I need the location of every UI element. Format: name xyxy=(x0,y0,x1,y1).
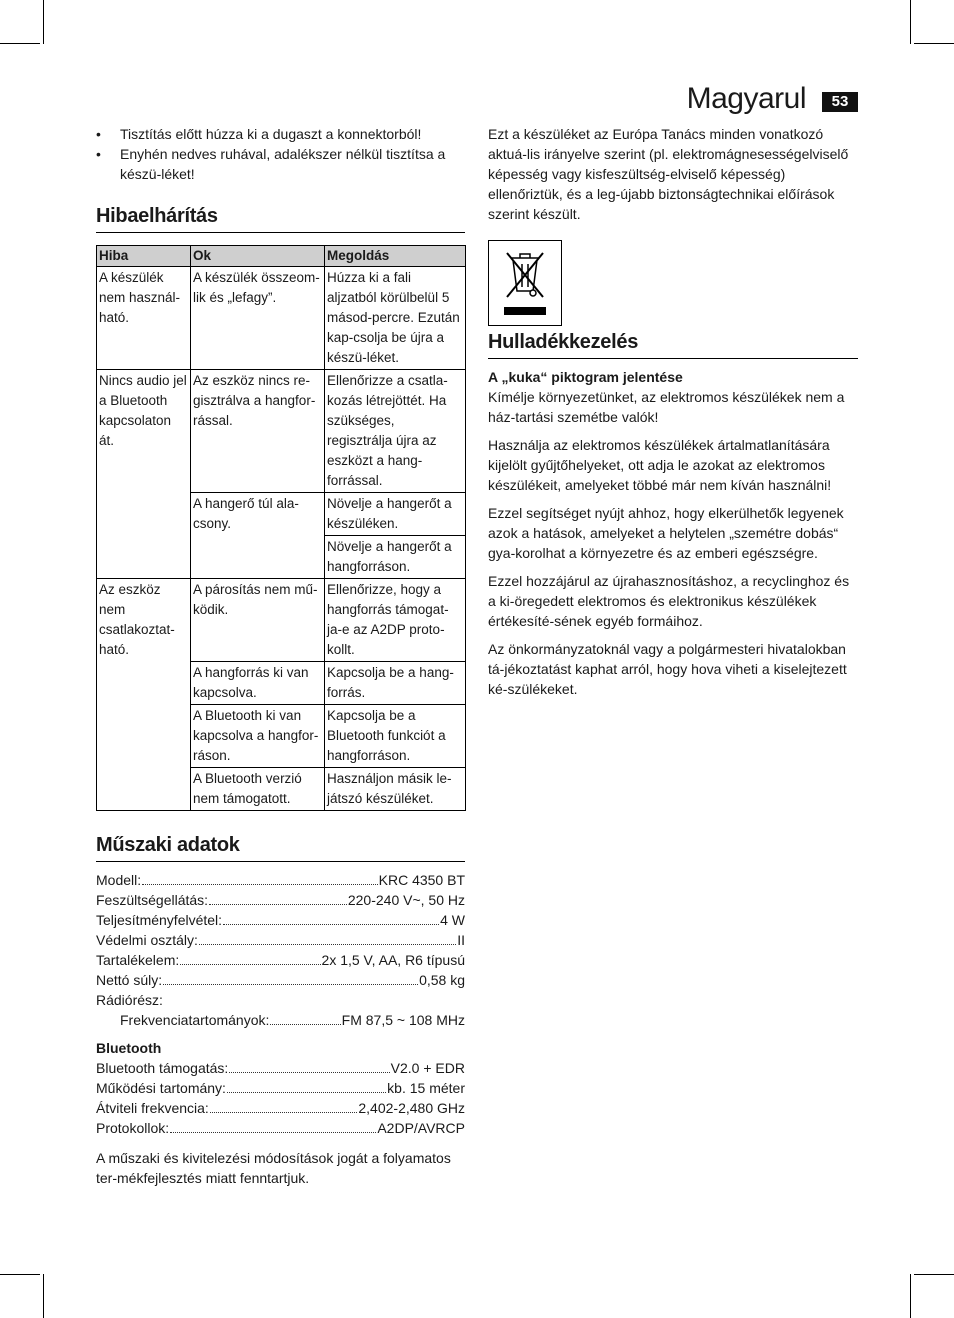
spec-row xyxy=(96,1010,465,1030)
cleaning-list xyxy=(96,124,465,184)
table-row xyxy=(97,267,466,370)
spec-row xyxy=(96,1098,465,1118)
tech-note: A műszaki és kivitelezési módosítások jogát a folyamatos ter-mékfejlesztés miatt fenntartjuk. xyxy=(96,1150,451,1186)
spec-value: 2x 1,5 V, AA, R6 típusú xyxy=(321,952,465,968)
spec-value: 0,58 kg xyxy=(419,972,465,988)
spec-label: Teljesítményfelvétel: xyxy=(96,912,223,928)
spec-row xyxy=(96,1118,465,1138)
spec-value: V2.0 + EDR xyxy=(390,1060,465,1076)
cause-cell: A Bluetooth ki van kapcsolva a hangfor-ráson. xyxy=(191,705,325,768)
spec-label: Tartalékelem: xyxy=(96,952,180,968)
problem-cell: Az eszköz nem csatlakoztat-ható. xyxy=(97,579,191,811)
troubleshooting-table xyxy=(96,245,466,811)
waste-paragraph: Használja az elektromos készülékek ártalmatlanítására kijelölt gyűjtőhelyeket, ott adja le azokat az elektromos készülékeit, amelyeket többé már nem kíván használni! xyxy=(488,437,832,493)
tech-heading: Műszaki adatok xyxy=(96,835,465,862)
cause-cell: Az eszköz nincs re-gisztrálva a hangfor-rással. xyxy=(191,370,325,493)
crop-mark xyxy=(0,1274,40,1275)
table-header-row xyxy=(97,246,466,267)
spec-value: FM 87,5 ~ 108 MHz xyxy=(341,1012,465,1028)
table-row xyxy=(97,579,466,662)
crop-mark xyxy=(43,0,44,44)
bluetooth-heading: Bluetooth xyxy=(96,1040,162,1056)
solution-cell: Kapcsolja be a Bluetooth funkciót a hangforráson. xyxy=(325,705,466,768)
waste-paragraph: Az önkormányzatoknál vagy a polgármesteri hivatalokban tá-jékoztatást kaphat arról, hogy hova viheti a kiselejtezett ké-szülékeket. xyxy=(488,641,847,697)
spec-row xyxy=(96,950,465,970)
crop-mark xyxy=(43,1274,44,1318)
spec-row xyxy=(96,870,465,890)
spec-value: 2,402-2,480 GHz xyxy=(358,1100,465,1116)
problem-cell: Nincs audio jel a Bluetooth kapcsolaton át. xyxy=(97,370,191,579)
left-column xyxy=(96,124,465,1188)
waste-paragraph: Ezzel hozzájárul az újrahasznosításhoz, a recyclinghoz és a ki-öregedett elektromos és elektronikus készülékek értékesíté-sének egyéb formáihoz. xyxy=(488,573,850,629)
spec-row xyxy=(96,970,465,990)
spec-label: Modell: xyxy=(96,872,142,888)
spec-value: kb. 15 méter xyxy=(387,1080,465,1096)
solution-cell: Használjon másik le-játszó készüléket. xyxy=(325,768,466,811)
page-title: Magyarul xyxy=(686,82,806,115)
spec-label: Frekvenciatartományok: xyxy=(120,1012,270,1028)
spec-label: Védelmi osztály: xyxy=(96,932,198,948)
bt-spec-list xyxy=(96,1058,465,1138)
spec-label: Működési tartomány: xyxy=(96,1080,226,1096)
crop-mark xyxy=(0,43,40,44)
spec-list xyxy=(96,870,465,1030)
cause-cell: A hangforrás ki van kapcsolva. xyxy=(191,662,325,705)
crop-mark xyxy=(914,1274,954,1275)
cause-cell: A Bluetooth verzió nem támogatott. xyxy=(191,768,325,811)
troubleshooting-heading: Hibaelhárítás xyxy=(96,206,465,233)
column-header-problem: Hiba xyxy=(97,246,191,267)
spec-label: Protokollok: xyxy=(96,1120,170,1136)
table-row xyxy=(97,370,466,493)
spec-value: 4 W xyxy=(440,912,465,928)
cleaning-item: • Tisztítás előtt húzza ki a dugaszt a konnektorból! xyxy=(96,124,465,144)
waste-paragraph: Kímélje környezetünket, az elektromos készülékek nem a ház-tartási szemétbe valók! xyxy=(488,389,845,425)
spec-value: II xyxy=(457,932,465,948)
spec-label: Bluetooth támogatás: xyxy=(96,1060,229,1076)
crop-mark xyxy=(910,1274,911,1318)
weee-bin-icon xyxy=(488,240,562,326)
crop-mark xyxy=(910,0,911,44)
solution-cell: Ellenőrizze a csatla-kozás létrejöttét. Ha szükséges, regisztrálja újra az eszközt a hang-forrással. xyxy=(325,370,466,493)
waste-heading: Hulladékkezelés xyxy=(488,332,858,359)
spec-row xyxy=(96,910,465,930)
column-header-solution: Megoldás xyxy=(325,246,466,267)
column-header-cause: Ok xyxy=(191,246,325,267)
cause-cell: A hangerő túl ala-csony. xyxy=(191,493,325,579)
crop-mark xyxy=(914,43,954,44)
spec-label: Nettó súly: xyxy=(96,972,163,988)
spec-label: Feszültségellátás: xyxy=(96,892,209,908)
problem-cell: A készülék nem használ-ható. xyxy=(97,267,191,370)
cause-cell: A készülék összeom-lik és „lefagy”. xyxy=(191,267,325,370)
conformity-text: Ezt a készüléket az Európa Tanács minden vonatkozó aktuá-lis irányelve szerint (pl. elektromágnesességelviselő képesség vagy kisfeszültség-elviselő képesség) ellenőriztük, és a leg-újabb biztonságtechnikai előírások szerint készült. xyxy=(488,126,849,222)
spec-value: KRC 4350 BT xyxy=(378,872,465,888)
spec-row xyxy=(96,1078,465,1098)
radio-label: Rádiórész: xyxy=(96,992,163,1008)
solution-cell: Húzza ki a fali aljzatból körülbelül 5 másod-percre. Ezután kap-csolja be újra a készü-léket. xyxy=(325,267,466,370)
spec-value: 220-240 V~, 50 Hz xyxy=(347,892,465,908)
waste-subheading: A „kuka“ piktogram jelentése xyxy=(488,369,683,385)
solution-cell: Kapcsolja be a hang-forrás. xyxy=(325,662,466,705)
spec-row xyxy=(96,1058,465,1078)
page-number: 53 xyxy=(822,92,858,112)
solution-cell: Növelje a hangerőt a hangforráson. xyxy=(325,536,466,579)
cleaning-item: • Enyhén nedves ruhával, adalékszer nélkül tisztítsa a készü-léket! xyxy=(96,144,465,184)
right-column xyxy=(488,124,858,699)
solution-cell: Ellenőrizze, hogy a hangforrás támogat-ja-e az A2DP proto-kollt. xyxy=(325,579,466,662)
spec-value: A2DP/AVRCP xyxy=(377,1120,465,1136)
solution-cell: Növelje a hangerőt a készüléken. xyxy=(325,493,466,536)
spec-row xyxy=(96,890,465,910)
spec-row xyxy=(96,930,465,950)
spec-label: Átviteli frekvencia: xyxy=(96,1100,209,1116)
cause-cell: A párosítás nem mű-ködik. xyxy=(191,579,325,662)
waste-paragraph: Ezzel segítséget nyújt ahhoz, hogy elkerülhetők legyenek azok a hatások, amelyeket a helytelen „szemétre dobás“ gya-korolhat a környezetre és az emberi egészségre. xyxy=(488,505,844,561)
